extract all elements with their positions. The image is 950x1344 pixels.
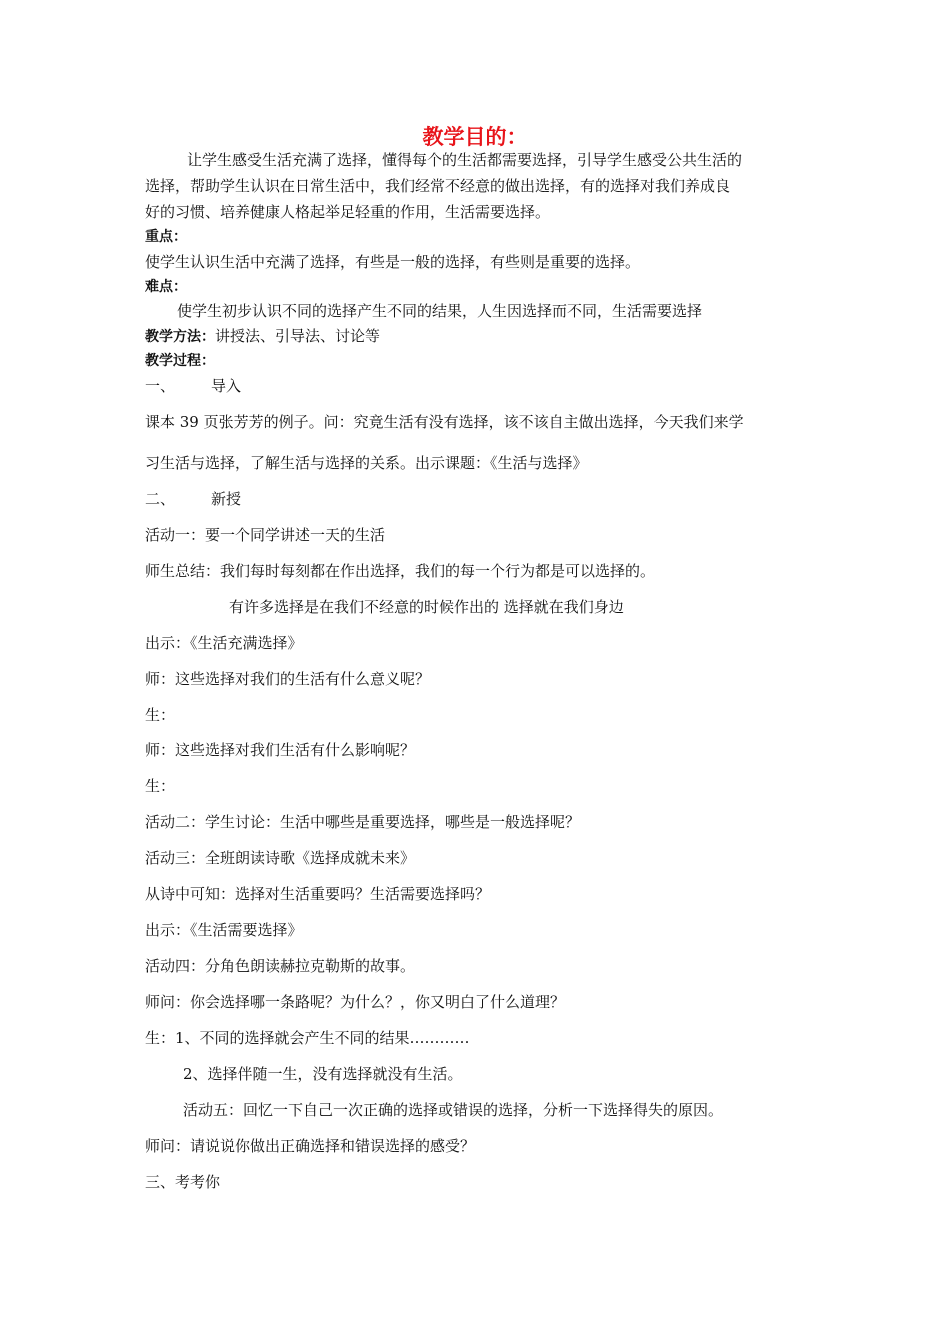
section-number: 一、 [145,377,176,395]
objective-line: 选择，帮助学生认识在日常生活中，我们经常不经意的做出选择，有的选择对我们养成良 [145,177,731,195]
body-line: 生： [145,777,176,795]
difficulty-text: 使学生初步认识不同的选择产生不同的结果，人生因选择而不同，生活需要选择 [177,302,703,320]
body-line: 从诗中可知：选择对生活重要吗？生活需要选择吗？ [145,885,491,903]
difficulty-heading: 难点： [145,279,187,295]
intro-line: 课本 39 页张芳芳的例子。问：究竟生活有没有选择，该不该自主做出选择，今天我们来学 [145,413,744,431]
body-line: 生： [145,706,176,724]
key-point-heading: 重点： [145,229,187,245]
section-number: 二、 [145,490,176,508]
body-line: 师：这些选择对我们的生活有什么意义呢？ [145,670,431,688]
objective-line: 让学生感受生活充满了选择，懂得每个的生活都需要选择，引导学生感受公共生活的 [187,151,743,169]
body-line: 活动五：回忆一下自己一次正确的选择或错误的选择，分析一下选择得失的原因。 [183,1101,724,1119]
body-line: 师生总结：我们每时每刻都在作出选择，我们的每一个行为都是可以选择的。 [145,562,656,580]
section-title: 导入 [211,377,242,395]
objective-line: 好的习惯、培养健康人格起举足轻重的作用，生活需要选择。 [145,203,551,221]
body-line: 师问：你会选择哪一条路呢？为什么？，你又明白了什么道理？ [145,993,566,1011]
method-text: 讲授法、引导法、讨论等 [215,327,381,345]
key-point-text: 使学生认识生活中充满了选择，有些是一般的选择，有些则是重要的选择。 [145,253,641,271]
body-line: 有许多选择是在我们不经意的时候作出的 选择就在我们身边 [229,598,624,616]
body-line: 师问：请说说你做出正确选择和错误选择的感受？ [145,1137,476,1155]
body-line: 活动三：全班朗读诗歌《选择成就未来》 [145,849,416,867]
body-line: 生：1、不同的选择就会产生不同的结果………… [145,1029,470,1047]
body-line: 活动二：学生讨论：生活中哪些是重要选择，哪些是一般选择呢？ [145,813,581,831]
body-line: 2、选择伴随一生，没有选择就没有生活。 [183,1065,463,1083]
body-line: 活动一：要一个同学讲述一天的生活 [145,526,386,544]
process-heading: 教学过程： [145,353,215,369]
body-line: 出示：《生活充满选择》 [145,634,303,652]
body-line: 三、考考你 [145,1173,221,1191]
intro-line: 习生活与选择，了解生活与选择的关系。出示课题：《生活与选择》 [145,454,588,472]
page-title: 教学目的： [422,124,528,149]
section-heading-new-lesson [145,489,241,509]
body-line: 活动四：分角色朗读赫拉克勒斯的故事。 [145,957,416,975]
body-line: 师：这些选择对我们生活有什么影响呢？ [145,741,416,759]
method-heading: 教学方法： [145,329,215,345]
section-heading-intro [145,376,241,396]
method-line [145,326,380,347]
section-title: 新授 [211,490,242,508]
body-line: 出示：《生活需要选择》 [145,921,303,939]
